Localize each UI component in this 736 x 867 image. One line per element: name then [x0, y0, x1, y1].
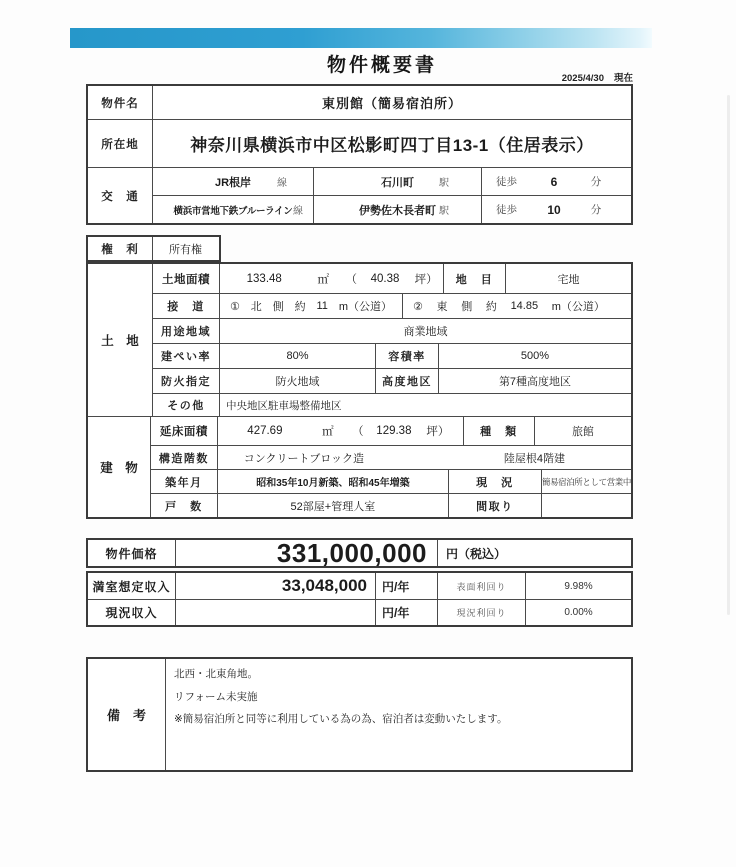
built-year-value: 昭和35年10月新築、昭和45年増築 [217, 470, 448, 493]
remarks-body [165, 659, 631, 770]
built-year-label: 築年月 [165, 476, 203, 489]
gross-yield-value: 9.98% [525, 573, 631, 599]
road2-length: 14.85 [510, 300, 539, 312]
road2-side: 側 [461, 301, 473, 313]
price-unit: 円（税込） [437, 540, 631, 566]
gross-yield-label: 表面利回り [437, 573, 525, 599]
current-income-label: 現況収入 [105, 606, 158, 620]
road1-direction: 北 [250, 301, 262, 313]
access-label: 交 通 [101, 190, 139, 203]
zoning-value: 商業地域 [219, 319, 631, 343]
full-income-unit: 円/年 [375, 573, 437, 599]
rights-label: 権 利 [101, 243, 139, 256]
current-state-label: 現 況 [448, 470, 541, 493]
road-first-cell [219, 294, 402, 318]
sqm-unit: ㎡ [322, 426, 334, 438]
walk-cell [481, 196, 631, 223]
road1-unit: m（公道） [338, 301, 392, 313]
road2-unit: m（公道） [551, 301, 605, 313]
land-area-label: 土地面積 [162, 273, 210, 286]
land-area-sqm: 133.48 [246, 272, 282, 285]
rights-table [86, 235, 221, 262]
access-row [88, 167, 631, 223]
date-stamp [562, 70, 633, 84]
land-area-tsubo: 40.38 [370, 272, 400, 285]
road1-length: 11 [316, 300, 328, 312]
floor-area-tsubo: 129.38 [376, 425, 412, 437]
built-year-row [151, 469, 631, 493]
road2-num: ② [413, 300, 423, 313]
income-table [86, 571, 633, 627]
paren-open: （ [352, 426, 364, 438]
station-name: 伊勢佐木長者町 [359, 204, 436, 217]
zoning-label: 用途地域 [161, 326, 211, 338]
overview-table [86, 84, 633, 225]
road2-direction: 東 [436, 301, 448, 313]
walk-minutes: 10 [547, 202, 561, 217]
land-category-label: 地 目 [443, 264, 505, 293]
rights-row [88, 237, 219, 260]
access-line-1 [153, 168, 631, 195]
land-building-table [86, 262, 633, 519]
property-name-row [88, 86, 631, 119]
units-label: 戸 数 [165, 500, 203, 513]
current-state-value: 簡易宿泊所として営業中 [541, 470, 631, 493]
tsubo-paren-close: 坪） [414, 273, 438, 286]
rail-line-suffix: 線 [293, 206, 303, 217]
land-area-cell [219, 264, 443, 293]
current-yield-label: 現況利回り [437, 600, 525, 625]
building-group-label: 建 物 [100, 461, 138, 475]
land-group-label: 土 地 [101, 334, 139, 348]
decorative-gradient-bar [70, 28, 652, 48]
building-kind-value: 旅館 [534, 417, 631, 445]
station-suffix: 駅 [439, 206, 449, 217]
layout-label: 間取り [448, 494, 541, 517]
walk-unit: 分 [590, 176, 602, 188]
fire-label: 防火指定 [161, 376, 211, 388]
road1-approx: 約 [294, 301, 306, 313]
current-income-value [175, 600, 375, 625]
land-group-body [152, 264, 631, 416]
floor-ratio-value: 500% [438, 344, 631, 368]
rail-line-name: JR根岸 [214, 176, 252, 189]
price-row [88, 540, 631, 566]
floor-area-cell [217, 417, 463, 445]
full-income-value: 33,048,000 [175, 573, 375, 599]
walk-label: 徒歩 [496, 176, 517, 188]
structure-stories: 陸屋根4階建 [503, 452, 566, 465]
rights-value: 所有権 [152, 237, 218, 260]
sqm-unit: ㎡ [317, 273, 329, 286]
height-district-value: 第7種高度地区 [438, 369, 631, 393]
land-group [88, 264, 631, 416]
rail-line-cell [153, 196, 313, 223]
structure-material: コンクリートブロック造 [243, 452, 364, 465]
remarks-label: 備 考 [106, 708, 146, 723]
structure-row [151, 445, 631, 469]
height-district-label: 高度地区 [375, 369, 438, 393]
full-income-label: 満室想定収入 [92, 579, 171, 594]
coverage-label: 建ぺい率 [161, 351, 211, 363]
road2-approx: 約 [485, 301, 497, 313]
walk-minutes: 6 [550, 174, 558, 189]
station-name: 石川町 [381, 176, 414, 189]
coverage-row [153, 343, 631, 368]
scan-edge-artifact [727, 95, 730, 615]
rail-line-name: 横浜市営地下鉄ブルーライン [173, 205, 293, 217]
structure-label: 構造階数 [158, 452, 209, 465]
rail-line-cell [153, 168, 313, 195]
walk-label: 徒歩 [496, 204, 517, 216]
floor-area-row [151, 417, 631, 445]
road-second-cell [402, 294, 631, 318]
document-title: 物件概要書 [326, 55, 438, 76]
price-table [86, 538, 633, 568]
structure-cell [217, 446, 631, 469]
address-row [88, 119, 631, 167]
fire-value: 防火地域 [219, 369, 375, 393]
date-suffix: 現在 [613, 73, 633, 84]
units-value: 52部屋+管理人室 [217, 494, 448, 517]
current-income-unit: 円/年 [375, 600, 437, 625]
road-label: 接 道 [167, 301, 205, 313]
current-yield-value: 0.00% [525, 600, 631, 625]
building-group-body [150, 417, 631, 517]
land-other-row [153, 393, 631, 416]
property-name-label: 物件名 [101, 97, 139, 110]
current-income-row [88, 599, 631, 625]
station-suffix: 駅 [439, 178, 449, 189]
land-other-label: その他 [167, 400, 205, 412]
address-label: 所在地 [101, 138, 139, 151]
price-label: 物件価格 [105, 546, 158, 561]
building-group [88, 416, 631, 517]
units-row [151, 493, 631, 517]
road-row [153, 293, 631, 318]
full-income-row [88, 573, 631, 599]
fire-row [153, 368, 631, 393]
tsubo-paren-close: 坪） [426, 426, 450, 438]
remarks-line: リフォーム未実施 [174, 690, 258, 703]
access-line-2 [153, 195, 631, 223]
floor-area-sqm: 427.69 [247, 425, 283, 437]
zoning-row [153, 318, 631, 343]
land-area-row [153, 264, 631, 293]
land-other-value: 中央地区駐車場整備地区 [219, 394, 631, 416]
station-cell [313, 168, 481, 195]
paren-open: （ [345, 273, 358, 286]
remarks-table [86, 657, 633, 772]
road1-num: ① [230, 300, 240, 313]
building-kind-label: 種 類 [463, 417, 534, 445]
remarks-line: 北西・北東角地。 [174, 668, 258, 680]
layout-value [541, 494, 631, 517]
station-cell [313, 196, 481, 223]
property-name-value: 東別館（簡易宿泊所） [152, 86, 631, 119]
walk-cell [481, 168, 631, 195]
address-value: 神奈川県横浜市中区松影町四丁目13-1（住居表示） [152, 120, 631, 167]
floor-area-label: 延床面積 [159, 426, 208, 438]
date-value: 2025/4/30 [561, 73, 604, 84]
access-body [152, 168, 631, 223]
road1-side: 側 [272, 301, 284, 313]
rail-line-suffix: 線 [277, 178, 287, 189]
walk-unit: 分 [590, 204, 602, 216]
floor-ratio-label: 容積率 [375, 344, 438, 368]
coverage-value: 80% [219, 344, 375, 368]
land-category-value: 宅地 [505, 264, 631, 293]
price-value: 331,000,000 [175, 540, 437, 566]
remarks-line: ※簡易宿泊所と同等に利用している為の為、宿泊者は変動いたします。 [174, 713, 508, 725]
